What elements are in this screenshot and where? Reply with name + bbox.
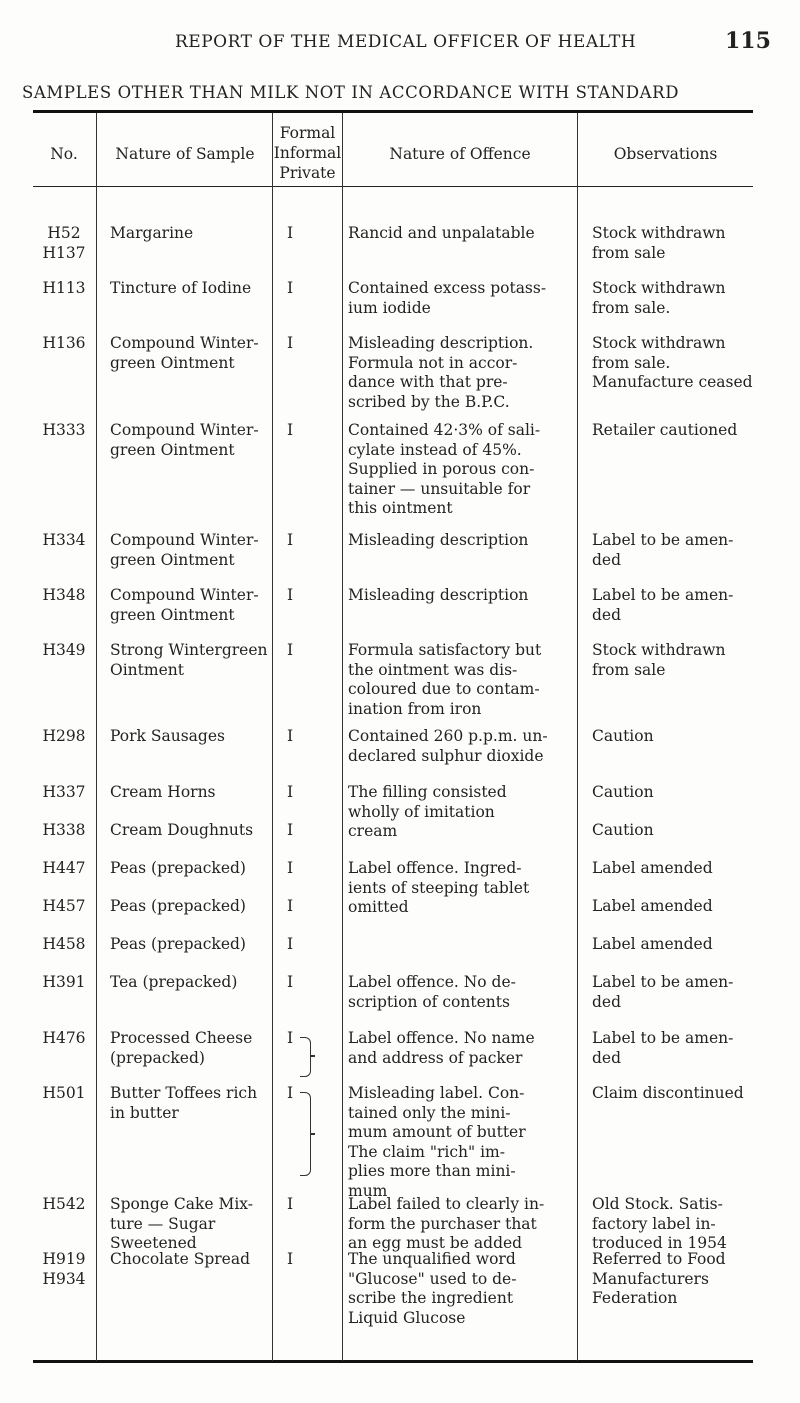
- cell-observations: Old Stock. Satis- factory label in- troduced in 1954: [592, 1195, 727, 1252]
- cell-offence: Misleading description: [348, 531, 529, 549]
- cell-offence: Label failed to clearly in- form the purchaser that an egg must be added: [348, 1195, 545, 1252]
- cell-no: H338: [42, 821, 86, 839]
- cell-no: H52 H137: [42, 224, 86, 262]
- cell-sample: Strong Wintergreen Ointment: [110, 641, 268, 679]
- cell-offence: Misleading description. Formula not in accor- dance with that pre- scribed by the B.P.C.: [348, 334, 534, 411]
- cell-no: H457: [42, 897, 86, 915]
- cell-observations: Retailer cautioned: [592, 421, 738, 439]
- cell-observations: Stock withdrawn from sale.: [592, 279, 726, 317]
- cell-observations: Label to be amen- ded: [592, 1029, 734, 1067]
- cell-formal: I: [286, 783, 294, 801]
- cell-sample: Chocolate Spread: [110, 1250, 250, 1268]
- cell-no: H501: [42, 1084, 86, 1102]
- column-header-offence: Nature of Offence: [389, 145, 531, 163]
- cell-sample: Processed Cheese (prepacked): [110, 1029, 253, 1067]
- cell-formal: I: [286, 421, 294, 439]
- cell-formal: I: [286, 935, 294, 953]
- cell-sample: Tincture of Iodine: [110, 279, 252, 297]
- cell-observations: Stock withdrawn from sale. Manufacture ceased: [592, 334, 753, 391]
- page-number: 115: [725, 28, 771, 54]
- cell-offence: The filling consisted wholly of imitation cream: [348, 783, 507, 840]
- cell-observations: Caution: [592, 727, 654, 745]
- cell-sample: Cream Doughnuts: [110, 821, 254, 839]
- column-divider: [96, 113, 97, 1361]
- column-divider: [577, 113, 578, 1361]
- cell-no: H919 H934: [42, 1250, 86, 1288]
- cell-sample: Butter Toffees rich in butter: [110, 1084, 258, 1122]
- cell-no: H337: [42, 783, 86, 801]
- page-header: [0, 28, 800, 62]
- cell-no: H334: [42, 531, 86, 549]
- cell-sample: Compound Winter- green Ointment: [110, 531, 259, 569]
- cell-sample: Peas (prepacked): [110, 859, 246, 877]
- cell-formal: I: [286, 334, 294, 352]
- cell-formal: I: [286, 641, 294, 659]
- cell-sample: Compound Winter- green Ointment: [110, 421, 259, 459]
- brace: [300, 1037, 311, 1077]
- cell-no: H349: [42, 641, 86, 659]
- cell-observations: Claim discontinued: [592, 1084, 744, 1102]
- cell-observations: Label to be amen- ded: [592, 586, 734, 624]
- cell-offence: Misleading label. Con- tained only the mini- mum amount of butter The claim "rich" im- plies more than mini- mum: [348, 1084, 526, 1200]
- cell-no: H298: [42, 727, 86, 745]
- cell-sample: Cream Horns: [110, 783, 216, 801]
- cell-no: H458: [42, 935, 86, 953]
- cell-formal: I: [286, 224, 294, 242]
- cell-no: H476: [42, 1029, 86, 1047]
- cell-sample: Tea (prepacked): [110, 973, 238, 991]
- section-title: SAMPLES OTHER THAN MILK NOT IN ACCORDANCE WITH STANDARD: [22, 83, 680, 102]
- cell-observations: Label amended: [592, 859, 713, 877]
- cell-sample: Peas (prepacked): [110, 935, 246, 953]
- cell-offence: Label offence. No name and address of packer: [348, 1029, 535, 1067]
- cell-offence: Contained 260 p.p.m. un- declared sulphur dioxide: [348, 727, 548, 765]
- cell-sample: Compound Winter- green Ointment: [110, 586, 259, 624]
- cell-offence: Misleading description: [348, 586, 529, 604]
- running-title: REPORT OF THE MEDICAL OFFICER OF HEALTH: [175, 32, 637, 52]
- cell-offence: Contained 42·3% of sali- cylate instead of 45%. Supplied in porous con- tainer — unsuitable for this ointment: [348, 421, 541, 517]
- cell-no: H113: [42, 279, 86, 297]
- cell-no: H447: [42, 859, 86, 877]
- table-bottom-rule: [33, 1360, 753, 1363]
- cell-observations: Referred to Food Manufacturers Federation: [592, 1250, 726, 1307]
- cell-formal: I: [286, 727, 294, 745]
- cell-formal: I: [286, 1084, 294, 1102]
- cell-formal: I: [286, 973, 294, 991]
- cell-offence: Rancid and unpalatable: [348, 224, 535, 242]
- cell-formal: I: [286, 1195, 294, 1213]
- cell-formal: I: [286, 586, 294, 604]
- column-header-sample: Nature of Sample: [115, 145, 255, 163]
- cell-observations: Label amended: [592, 897, 713, 915]
- cell-sample: Margarine: [110, 224, 194, 242]
- cell-formal: I: [286, 897, 294, 915]
- cell-formal: I: [286, 821, 294, 839]
- cell-no: H542: [42, 1195, 86, 1213]
- cell-observations: Stock withdrawn from sale: [592, 224, 726, 262]
- cell-offence: Label offence. No de- scription of contents: [348, 973, 516, 1011]
- cell-offence: Label offence. Ingred- ients of steeping tablet omitted: [348, 859, 530, 916]
- cell-formal: I: [286, 279, 294, 297]
- cell-sample: Compound Winter- green Ointment: [110, 334, 259, 372]
- column-divider: [342, 113, 343, 1361]
- brace: [310, 1133, 315, 1135]
- column-header-observations: Observations: [613, 145, 718, 163]
- brace: [310, 1055, 315, 1057]
- cell-observations: Label amended: [592, 935, 713, 953]
- cell-sample: Peas (prepacked): [110, 897, 246, 915]
- cell-observations: Caution: [592, 783, 654, 801]
- column-header-no: No.: [50, 145, 78, 163]
- cell-offence: Contained excess potass- ium iodide: [348, 279, 547, 317]
- cell-observations: Caution: [592, 821, 654, 839]
- cell-offence: Formula satisfactory but the ointment was dis- coloured due to contam- ination from iron: [348, 641, 542, 718]
- cell-no: H348: [42, 586, 86, 604]
- column-header-formal: Formal Informal Private: [273, 124, 342, 182]
- cell-formal: I: [286, 531, 294, 549]
- cell-formal: I: [286, 1250, 294, 1268]
- cell-sample: Sponge Cake Mix- ture — Sugar Sweetened: [110, 1195, 254, 1252]
- cell-sample: Pork Sausages: [110, 727, 225, 745]
- cell-offence: The unqualified word "Glucose" used to de- scribe the ingredient Liquid Glucose: [348, 1250, 517, 1327]
- cell-formal: I: [286, 1029, 294, 1047]
- cell-observations: Label to be amen- ded: [592, 973, 734, 1011]
- cell-observations: Label to be amen- ded: [592, 531, 734, 569]
- table-header-rule: [33, 186, 753, 187]
- cell-observations: Stock withdrawn from sale: [592, 641, 726, 679]
- cell-formal: I: [286, 859, 294, 877]
- cell-no: H333: [42, 421, 86, 439]
- cell-no: H391: [42, 973, 86, 991]
- cell-no: H136: [42, 334, 86, 352]
- table-top-rule: [33, 110, 753, 113]
